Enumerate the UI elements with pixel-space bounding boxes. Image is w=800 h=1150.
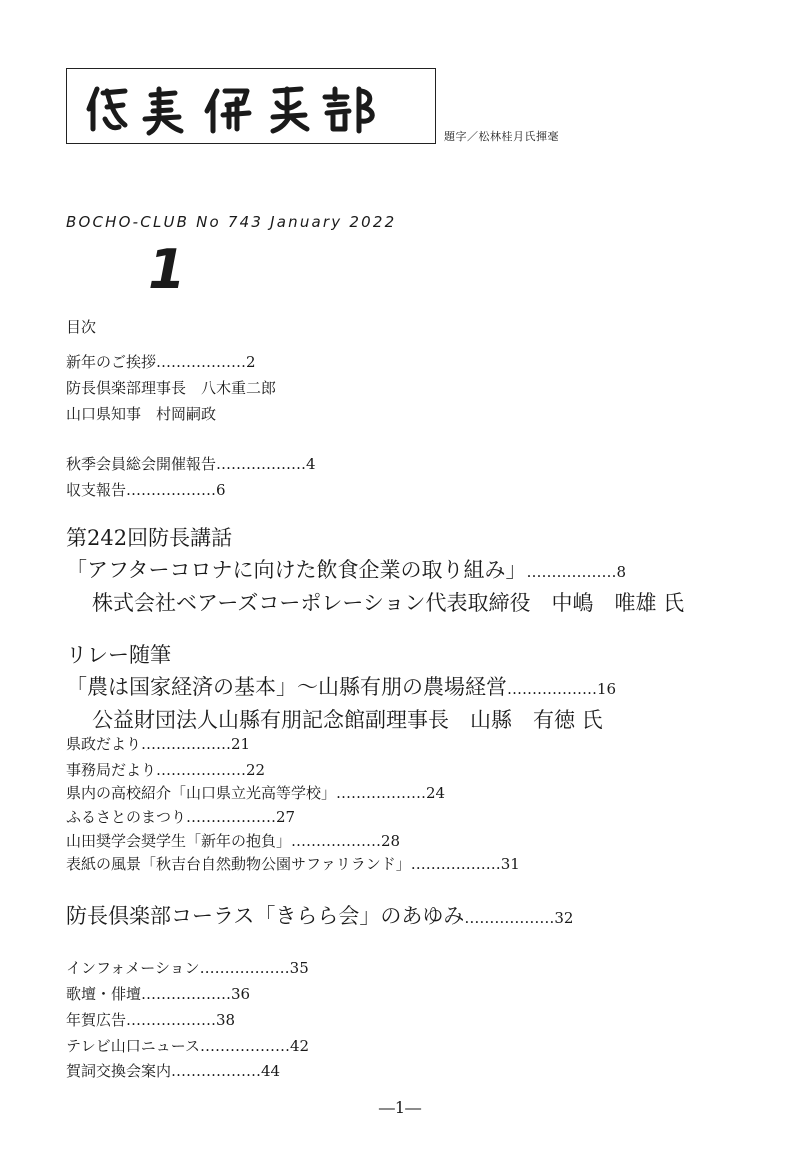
toc-page: 31 bbox=[500, 855, 520, 873]
toc-title: 県政だより bbox=[66, 735, 142, 753]
toc-title: 県内の高校紹介「山口県立光高等学校」 bbox=[66, 784, 337, 802]
greeting-author-1: 防長倶楽部理事長 八木重二郎 bbox=[66, 379, 277, 397]
toc-page: 6 bbox=[216, 481, 226, 499]
toc-entry-essay[interactable] bbox=[66, 670, 616, 704]
lecture-series: 第242回防長講話 bbox=[66, 526, 233, 550]
toc-title: インフォメーション bbox=[66, 959, 200, 977]
toc-title: 年賀広告 bbox=[66, 1011, 127, 1029]
toc-entry-financial-report[interactable] bbox=[66, 477, 226, 503]
toc-entry[interactable] bbox=[66, 851, 520, 877]
toc-page: 27 bbox=[276, 808, 296, 826]
leader-dots: ……………… bbox=[141, 985, 232, 1003]
title-logo-box bbox=[66, 68, 436, 144]
page-number: ―1― bbox=[378, 1098, 422, 1117]
toc-entry-lecture[interactable] bbox=[66, 553, 626, 587]
toc-page: 16 bbox=[597, 680, 617, 698]
toc-title: 収支報告 bbox=[66, 481, 127, 499]
toc-entry[interactable] bbox=[66, 1033, 309, 1059]
leader-dots: ……………… bbox=[186, 808, 277, 826]
toc-entry[interactable] bbox=[66, 955, 309, 981]
toc-title: 事務局だより bbox=[66, 761, 157, 779]
toc-entry[interactable] bbox=[66, 731, 250, 757]
toc-title: 山田奨学会奨学生「新年の抱負」 bbox=[66, 832, 292, 850]
leader-dots: ……………… bbox=[156, 761, 247, 779]
greeting-author-2: 山口県知事 村岡嗣政 bbox=[66, 405, 217, 423]
essay-series: リレー随筆 bbox=[66, 643, 171, 667]
leader-dots: ……………… bbox=[126, 481, 217, 499]
toc-entry-chorus[interactable] bbox=[66, 899, 573, 933]
toc-entry[interactable] bbox=[66, 1007, 235, 1033]
toc-page: 21 bbox=[231, 735, 251, 753]
toc-title: 防長倶楽部コーラス「きらら会」のあゆみ bbox=[66, 904, 465, 928]
leader-dots: ……………… bbox=[141, 735, 232, 753]
leader-dots: ……………… bbox=[216, 455, 307, 473]
leader-dots: ……………… bbox=[199, 1037, 290, 1055]
toc-page: 35 bbox=[289, 959, 309, 977]
toc-entry-greeting[interactable] bbox=[66, 349, 256, 375]
leader-dots: ……………… bbox=[199, 959, 290, 977]
toc-title: 表紙の風景「秋吉台自然動物公園サファリランド」 bbox=[66, 855, 411, 873]
toc-page: 8 bbox=[616, 563, 627, 581]
toc-page: 2 bbox=[246, 353, 256, 371]
leader-dots: ……………… bbox=[464, 909, 555, 927]
toc-title: ふるさとのまつり bbox=[66, 808, 187, 826]
leader-dots: ……………… bbox=[507, 680, 597, 698]
toc-title: 賀詞交換会案内 bbox=[66, 1062, 172, 1080]
leader-dots: ……………… bbox=[291, 832, 382, 850]
toc-page: 44 bbox=[261, 1062, 281, 1080]
toc-title: 秋季会員総会開催報告 bbox=[66, 455, 217, 473]
toc-page: 22 bbox=[246, 761, 266, 779]
issue-number: 1 bbox=[148, 238, 186, 301]
toc-entry-general-meeting[interactable] bbox=[66, 451, 316, 477]
toc-entry[interactable] bbox=[66, 981, 250, 1007]
toc-title: 歌壇・俳壇 bbox=[66, 985, 142, 1003]
leader-dots: ……………… bbox=[410, 855, 501, 873]
leader-dots: ……………… bbox=[171, 1062, 262, 1080]
toc-page: 24 bbox=[426, 784, 446, 802]
toc-title: 「アフターコロナに向けた飲食企業の取り組み」 bbox=[66, 558, 527, 582]
masthead: BOCHO-CLUB No 743 January 2022 bbox=[66, 213, 397, 231]
toc-page: 32 bbox=[554, 909, 574, 927]
toc-page: 42 bbox=[289, 1037, 310, 1055]
toc-title: テレビ山口ニュース bbox=[66, 1037, 200, 1055]
leader-dots: ……………… bbox=[336, 784, 427, 802]
toc-entry[interactable] bbox=[66, 804, 295, 830]
title-credit: 題字／松林桂月氏揮毫 bbox=[444, 130, 559, 143]
leader-dots: ……………… bbox=[526, 563, 617, 581]
essay-author: 公益財団法人山縣有朋記念館副理事長 山縣 有徳 氏 bbox=[92, 708, 603, 732]
toc-entry[interactable] bbox=[66, 1058, 280, 1084]
toc-title: 「農は国家経済の基本」～山縣有朋の農場経営 bbox=[66, 675, 507, 699]
toc-page: 38 bbox=[216, 1011, 236, 1029]
toc-entry[interactable] bbox=[66, 780, 445, 806]
leader-dots: ……………… bbox=[126, 1011, 217, 1029]
toc-page: 28 bbox=[381, 832, 401, 850]
leader-dots: ……………… bbox=[156, 353, 247, 371]
lecture-speaker: 株式会社ベアーズコーポレーション代表取締役 中嶋 唯雄 氏 bbox=[92, 591, 685, 615]
toc-page: 36 bbox=[231, 985, 251, 1003]
toc-page: 4 bbox=[306, 455, 316, 473]
toc-title: 新年のご挨拶 bbox=[66, 353, 157, 371]
toc-heading: 目次 bbox=[66, 318, 97, 336]
